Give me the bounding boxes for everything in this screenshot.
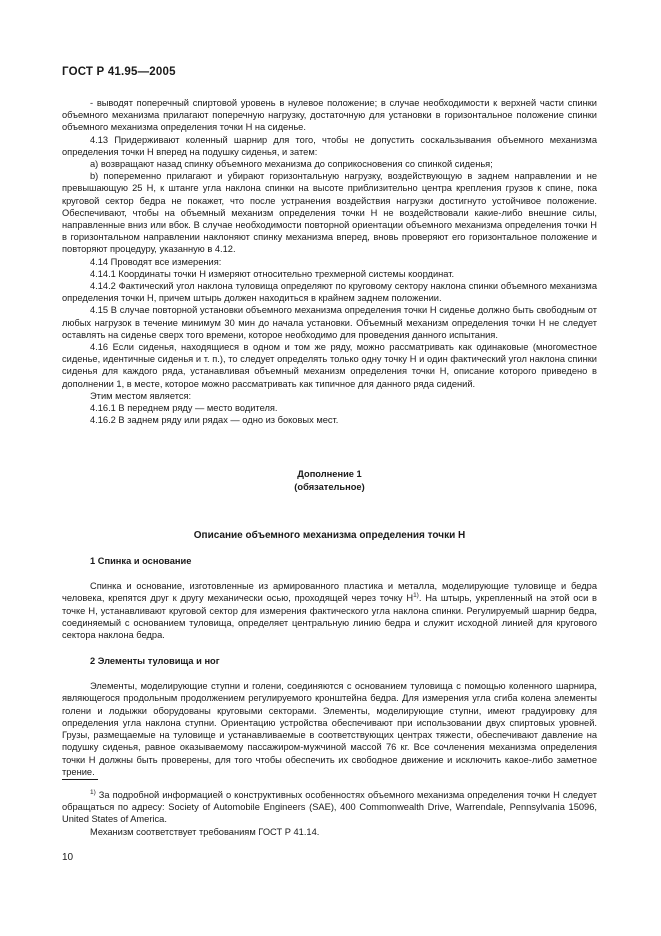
section-text — [62, 680, 597, 778]
paragraph: 4.14 Проводят все измерения: — [90, 256, 222, 267]
footnote — [62, 789, 597, 838]
paragraph: 4.15 В случае повторной установки объемного механизма определения точки H сиденье должно быть свободным от любых нагрузок в течение минимум 30 мин до начала установки. Объемный механизм определения точки H не следует оставлять на сиденье сверх того времени, которое необходимо для проведения данного испытания. — [62, 305, 597, 340]
footnote-text: За подробной информацией о конструктивных особенностях объемного механизма определения точки H следует обращаться по адресу: Society of Automobile Engineers (SAE), 400 Commonwealth Drive, Warrendale, Pennsylvania 15096, United States of America. — [62, 790, 597, 825]
footnote-mark: 1) — [90, 788, 96, 796]
page-number: 10 — [62, 852, 74, 863]
section-text-part: Спинка и основание, изготовленные из армированного пластика и металла, моделирующие туловище и бедра человека, крепятся друг к другу механически осью, проходящей через точку H — [62, 581, 597, 604]
paragraph: b) попеременно прилагают и убирают горизонтальную нагрузку, воздействующую в заднем направлении и не превышающую 25 Н, к штанге угла наклона спинки на высоте приблизительно центра крепления грузов к спине, пока круговой сектор бедра не покажет, что после устранения воздействия нагрузки достигнуто устойчивое положение. Обеспечивают, чтобы на объемный механизм определения точки H не воздействовали какие-либо внешние силы, направленные вниз или вбок. В случае необходимости повторной ориентации объемного механизма определения точки H в горизонтальном направлении наклоняют спинку механизма вперед, вновь проверяют его горизонтальное положение и повторяют процедуру, указанную в 4.12. — [62, 171, 597, 255]
paragraph: 4.14.1 Координаты точки H измеряют относительно трехмерной системы координат. — [90, 268, 455, 279]
standard-header: ГОСТ Р 41.95—2005 — [62, 66, 176, 78]
appendix-label: Дополнение 1 — [297, 469, 362, 479]
paragraph: a) возвращают назад спинку объемного механизма до соприкосновения со спинкой сиденья; — [90, 159, 493, 170]
paragraph: - выводят поперечный спиртовой уровень в нулевое положение; в случае необходимости к верхней части спинки объемного механизма прилагают поперечную нагрузку, достаточную для установки в горизонтальное положение спинки объемного механизма определения точки H на сиденье. — [62, 98, 597, 133]
appendix-status: (обязательное) — [294, 482, 365, 492]
main-text — [62, 97, 597, 426]
section-text-part: . На штырь, укрепленный на этой оси в точке H, устанавливают круговой сектор для измерения фактического угла наклона спинки. Регулируемый шарнир бедра, соединяемый с основанием туловища, определяет центральную линию бедра и служит исходной линией для кругового сектора наклона бедра. — [62, 593, 597, 641]
appendix-title: Описание объемного механизма определения точки H — [193, 530, 466, 541]
footnote-ref: 1) — [413, 592, 419, 600]
footnote-divider — [62, 779, 98, 780]
footnote-note: Механизм соответствует требованиям ГОСТ Р 41.14. — [90, 826, 320, 837]
paragraph: 4.16.2 В заднем ряду или рядах — одно из боковых мест. — [90, 415, 339, 426]
section-heading: 2 Элементы туловища и ног — [90, 656, 220, 666]
paragraph: 4.16.1 В переднем ряду — место водителя. — [90, 403, 278, 414]
paragraph: Элементы, моделирующие ступни и голени, соединяются с основанием туловища с помощью коленного шарнира, являющегося продольным продолжением регулируемого кронштейна бедра. Для измерения угла сгиба колена элементы голени и лодыжки оборудованы круговыми секторами. Элементы, моделирующие ступни, имеют градуировку для определения угла наклона ступни. Ориентацию устройства обеспечивают при использовании двух спиртовых уровней. Грузы, размещаемые на туловище и устанавливаемые в соответствующих центрах тяжести, обеспечивают давление на подушку сиденья, равное оказываемому пассажиром-мужчиной массой 76 кг. Все сочленения механизма определения точки H должны быть проверены, для того чтобы обеспечить их свободное движение и исключить какое-либо заметное трение. — [62, 681, 597, 778]
paragraph: 4.16 Если сиденья, находящиеся в одном и том же ряду, можно рассматривать как одинаковые (многоместное сиденье, идентичные сиденья и т. п.), то следует определять только одну точку H и один фактический угол наклона спинки сиденья для каждого ряда, устанавливая объемный механизм определения точки H, описание которого приведено в дополнении 1, в месте, которое можно рассматривать как типичное для данного ряда сидений. — [62, 342, 597, 389]
paragraph: Этим местом является: — [90, 390, 192, 401]
section-text — [62, 580, 597, 641]
section-heading: 1 Спинка и основание — [90, 556, 192, 566]
paragraph: 4.14.2 Фактический угол наклона туловища определяют по круговому сектору наклона спинки объемного механизма определения точки H, причем штырь должен находиться в крайнем заднем положении. — [62, 281, 597, 304]
paragraph: 4.13 Придерживают коленный шарнир для того, чтобы не допустить соскальзывания объемного механизма определения точки H вперед на подушку сиденья, и затем: — [62, 134, 597, 157]
